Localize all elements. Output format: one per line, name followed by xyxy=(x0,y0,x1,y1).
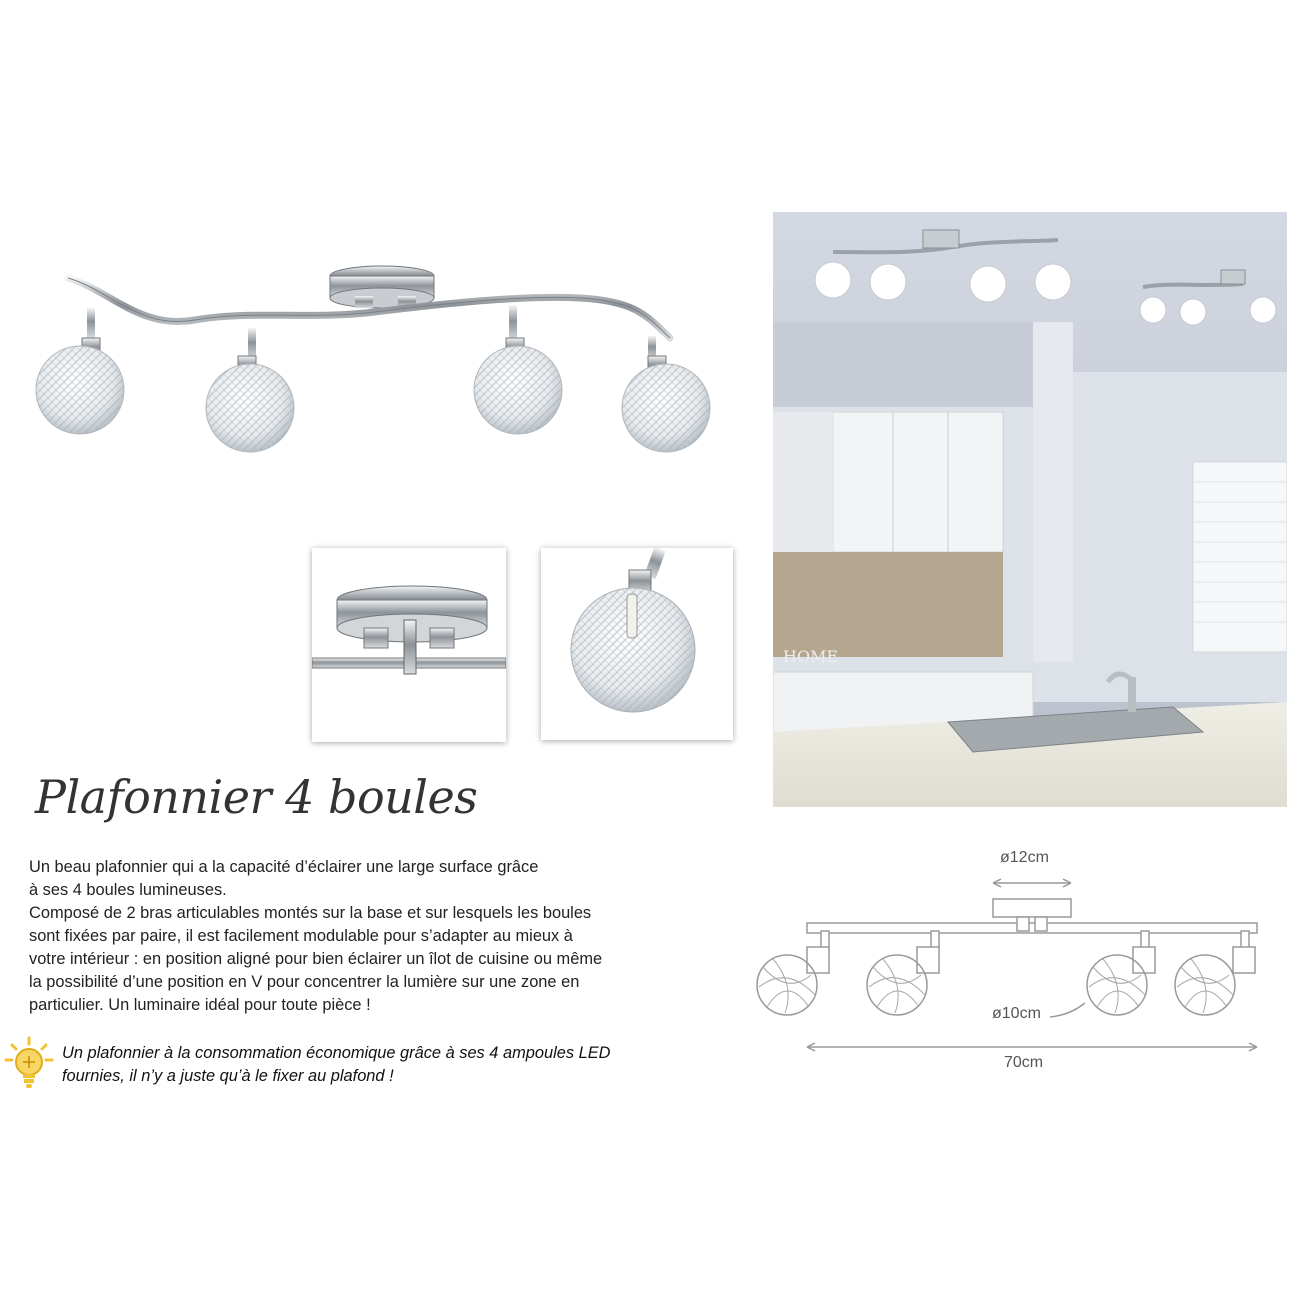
kitchen-room-photo xyxy=(773,212,1287,807)
eco-note-line: Un plafonnier à la consommation économique grâce à ses 4 ampoules LED xyxy=(62,1044,611,1062)
detail-thumbnail-base xyxy=(312,548,506,742)
total-width-label: 70cm xyxy=(1004,1054,1044,1071)
base-detail-image xyxy=(312,548,506,742)
product-description xyxy=(29,856,729,1017)
product-title: Plafonnier 4 boules xyxy=(35,770,478,824)
description-line: particulier. Un luminaire idéal pour toute pièce ! xyxy=(29,996,371,1014)
eco-note-line: fournies, il n’y a juste qu’à le fixer au plafond ! xyxy=(62,1067,394,1085)
globe-diameter-label: ø10cm xyxy=(992,1005,1041,1022)
dimensions-drawing xyxy=(745,835,1285,1085)
description-line: Composé de 2 bras articulables montés sur la base et sur lesquels les boules xyxy=(29,904,592,922)
description-line: votre intérieur : en position aligné pour bien éclairer un îlot de cuisine ou même xyxy=(29,950,603,968)
detail-thumbnail-globe xyxy=(541,548,733,740)
description-line: sont fixées par paire, il est facilement modulable pour s’adapter au mieux à xyxy=(29,927,573,945)
description-line: la possibilité d’une position en V pour concentrer la lumière sur une zone en xyxy=(29,973,580,991)
description-line: Un beau plafonnier qui a la capacité d’éclairer une large surface grâce xyxy=(29,858,539,876)
description-line: à ses 4 boules lumineuses. xyxy=(29,881,227,899)
lightbulb-icon xyxy=(4,1036,54,1092)
base-diameter-label: ø12cm xyxy=(1000,849,1049,866)
globe-detail-image xyxy=(541,548,733,740)
product-main-image xyxy=(20,250,720,480)
eco-note xyxy=(62,1042,742,1088)
home-sign: HOME xyxy=(783,647,839,666)
